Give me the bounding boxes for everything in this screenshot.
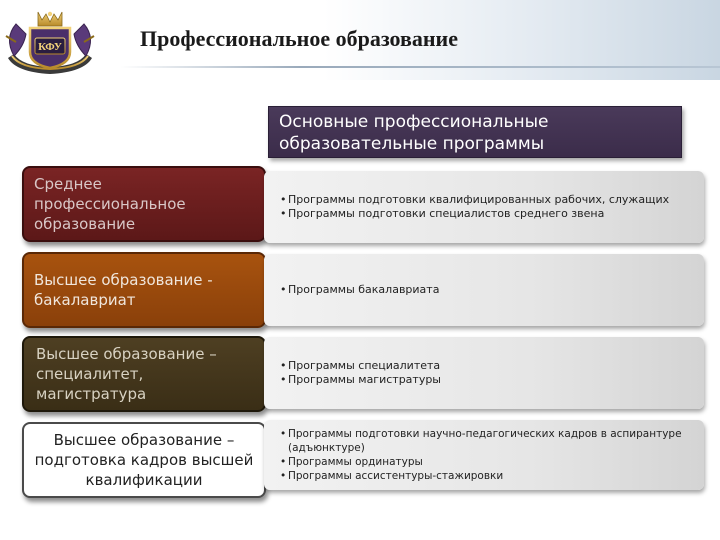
- level-box-bachelor: [22, 252, 266, 328]
- level-label: Среднее профессиональное образование: [34, 175, 186, 233]
- level-label: Высшее образование - бакалавриат: [34, 271, 213, 309]
- level-box-specialist-master: [22, 336, 266, 412]
- page-title: Профессиональное образование: [140, 26, 458, 51]
- program-item: • Программы ординатуры: [280, 455, 690, 469]
- level-box-secondary-vocational: [22, 166, 266, 242]
- programs-box-secondary-vocational: [264, 171, 704, 243]
- program-item: • Программы специалитета: [280, 359, 690, 373]
- university-logo-icon: [2, 6, 98, 78]
- program-item: • Программы бакалавриата: [280, 283, 690, 297]
- program-item: • Программы подготовки специалистов среднего звена: [280, 207, 690, 221]
- programs-box-higher-qualification: [264, 420, 704, 490]
- program-item: • Программы подготовки квалифицированных рабочих, служащих: [280, 193, 690, 207]
- program-list: [280, 283, 690, 297]
- programs-box-bachelor: [264, 254, 704, 326]
- level-box-higher-qualification: [22, 422, 266, 498]
- program-item: • Программы магистратуры: [280, 373, 690, 387]
- programs-box-specialist-master: [264, 337, 704, 409]
- program-item: • Программы подготовки научно-педагогических кадров в аспирантуре (адъюнктуре): [280, 427, 690, 455]
- program-list: [280, 193, 690, 221]
- header-divider: [120, 66, 720, 68]
- program-list: [280, 359, 690, 387]
- program-list: [280, 427, 690, 483]
- programs-column-header: Основные профессиональные образовательные программы: [268, 106, 682, 158]
- logo-text: КФУ: [38, 41, 62, 53]
- level-label: Высшее образование – подготовка кадров высшей квалификации: [34, 431, 254, 489]
- level-label: Высшее образование – специалитет, магистратура: [36, 345, 217, 403]
- program-item: • Программы ассистентуры-стажировки: [280, 469, 690, 483]
